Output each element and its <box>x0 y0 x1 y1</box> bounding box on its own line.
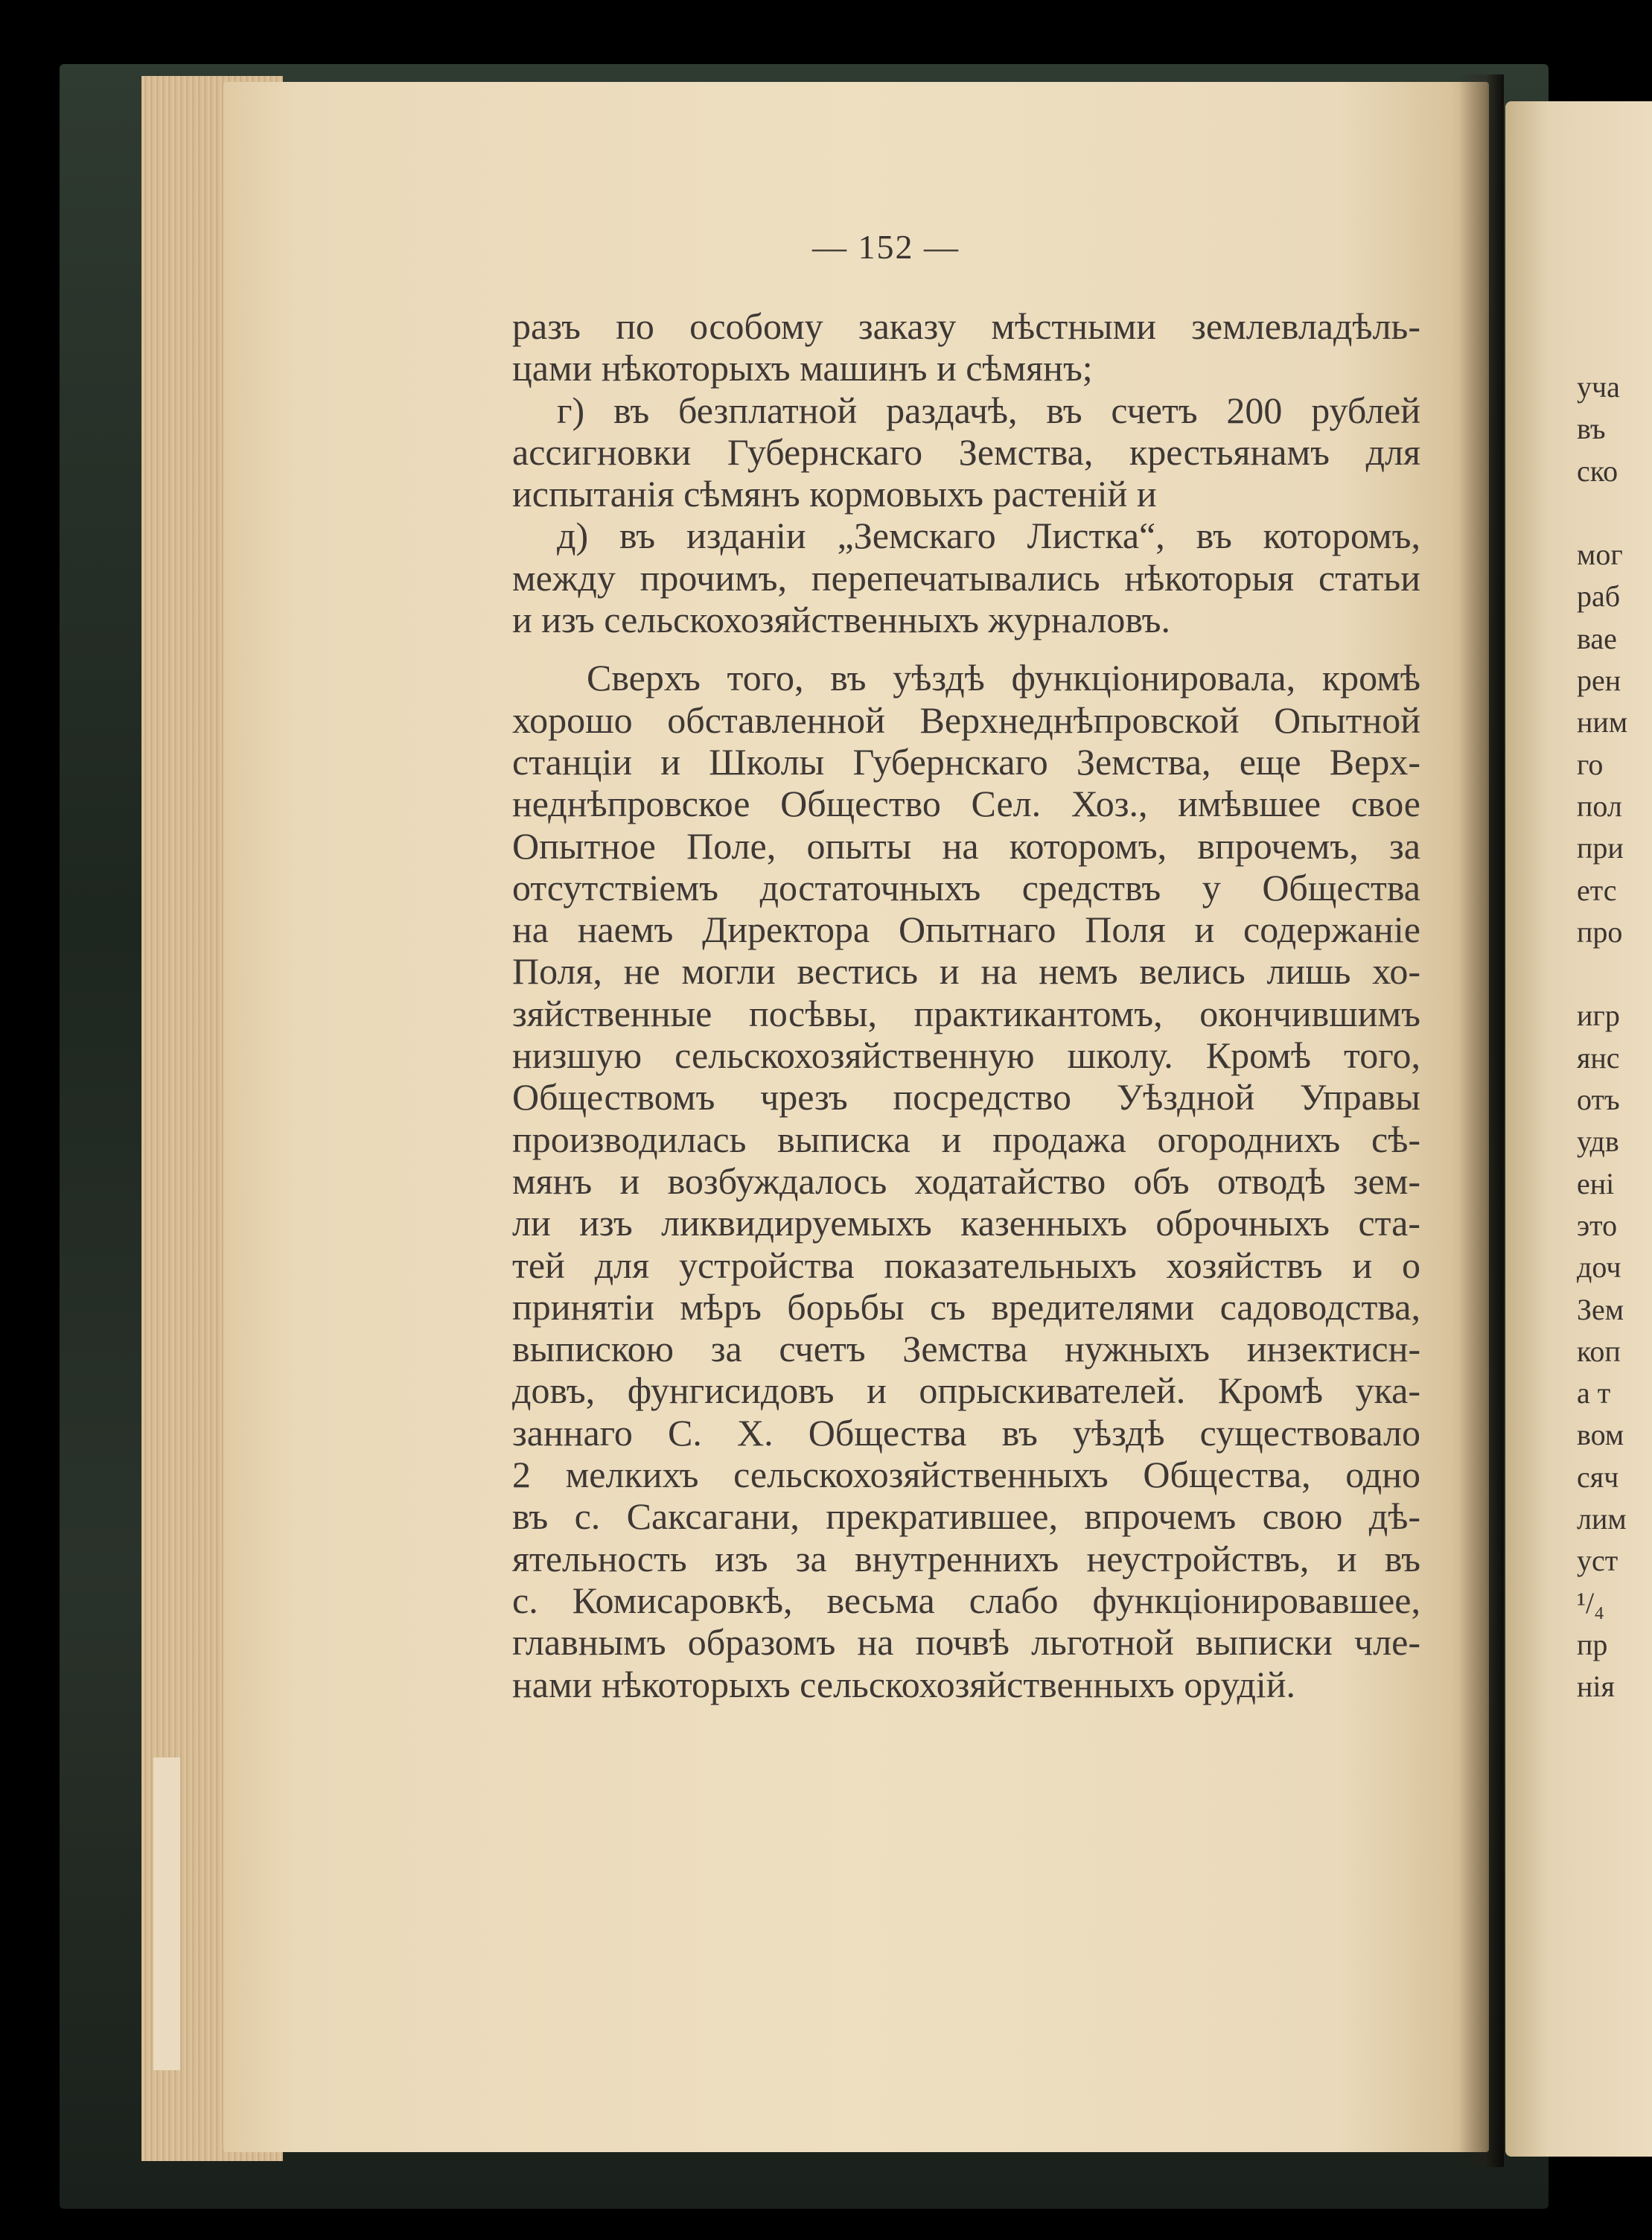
text-line: ассигновки Губернскаго Земства, крестьянамъ для <box>512 430 1420 473</box>
text-line: между прочимъ, перепечатывались нѣкоторыя статьи <box>512 556 1420 599</box>
text-line: зяйственные посѣвы, практикантомъ, окончившимъ <box>512 992 1420 1034</box>
text-line: 2 мелкихъ сельскохозяйственныхъ Общества, одно <box>512 1454 1420 1496</box>
text-line: Опытное Поле, опыты на которомъ, впрочемъ, за <box>512 824 1420 867</box>
right-text-fragment: уст <box>1577 1544 1618 1578</box>
text-line: нами нѣкоторыхъ сельскохозяйственныхъ орудій. <box>512 1663 1296 1705</box>
paragraph-gap <box>512 640 1420 657</box>
right-text-fragment: сяч <box>1577 1460 1619 1494</box>
right-text-fragment: ним <box>1577 705 1628 739</box>
text-line: разъ по особому заказу мѣстными землевладѣль- <box>512 305 1420 347</box>
text-line: Обществомъ чрезъ посредство Уѣздной Управы <box>512 1076 1420 1119</box>
text-line: испытанія сѣмянъ кормовыхъ растеній и <box>512 473 1157 515</box>
text-line: довъ, фунгисидовъ и опрыскивателей. Кромѣ ука- <box>512 1369 1420 1412</box>
text-line: Сверхъ того, въ уѣздѣ функціонировала, кромѣ <box>587 657 1420 699</box>
text-line: выпискою за счетъ Земства нужныхъ инзектисн- <box>512 1328 1420 1370</box>
right-text-fragment: етс <box>1577 873 1617 907</box>
right-text-fragment: отъ <box>1577 1083 1620 1117</box>
text-line: хорошо обставленной Верхнеднѣпровской Опытной <box>512 699 1420 741</box>
right-text-fragment: лим <box>1577 1502 1627 1536</box>
text-line: цами нѣкоторыхъ машинъ и сѣмянъ; <box>512 347 1093 389</box>
right-text-fragment: го <box>1577 747 1604 781</box>
page-edge-strip <box>153 1757 180 2070</box>
text-line: принятіи мѣръ борьбы съ вредителями садоводства, <box>512 1285 1420 1328</box>
right-text-fragment: а т <box>1577 1376 1611 1410</box>
right-text-fragment: доч <box>1577 1250 1621 1285</box>
right-text-fragment: про <box>1577 914 1623 949</box>
text-line: с. Комисаровкѣ, весьма слабо функціонировавшее, <box>512 1579 1420 1621</box>
text-line: ли изъ ликвидируемыхъ казенныхъ оброчныхъ ста- <box>512 1202 1420 1244</box>
right-page-text <box>1577 366 1627 1708</box>
right-text-fragment: Зем <box>1577 1292 1624 1326</box>
gutter-shadow <box>1459 74 1504 2167</box>
text-line: станціи и Школы Губернскаго Земства, еще Верх- <box>512 740 1420 783</box>
right-text-fragment: раб <box>1577 579 1621 614</box>
page-number: — 152 — <box>812 228 960 266</box>
right-text-fragment: пр <box>1577 1627 1608 1661</box>
text-line: главнымъ образомъ на почвѣ льготной выписки чле- <box>512 1621 1420 1664</box>
right-text-fragment: игр <box>1577 999 1620 1033</box>
text-line: неднѣпровское Общество Сел. Хоз., имѣвшее свое <box>512 783 1420 825</box>
right-text-fragment: при <box>1577 831 1624 865</box>
right-text-fragment <box>1577 953 1627 995</box>
text-line: въ с. Саксагани, прекратившее, впрочемъ свою дѣ- <box>512 1495 1420 1538</box>
right-text-fragment: вом <box>1577 1418 1624 1452</box>
right-text-fragment: нія <box>1577 1670 1615 1704</box>
text-line: низшую сельскохозяйственную школу. Кромѣ того, <box>512 1034 1420 1077</box>
text-line: производилась выписка и продажа огороднихъ сѣ- <box>512 1118 1420 1160</box>
text-line: и изъ сельскохозяйственныхъ журналовъ. <box>512 599 1171 641</box>
text-line: отсутствіемъ достаточныхъ средствъ у Общества <box>512 866 1420 909</box>
right-text-fragment <box>1577 492 1627 534</box>
text-line: мянъ и возбуждалось ходатайство объ отводѣ зем- <box>512 1159 1420 1202</box>
right-text-fragment: вае <box>1577 621 1617 655</box>
body-text <box>512 305 1420 1705</box>
right-text-fragment: янс <box>1577 1040 1620 1075</box>
right-text-fragment: рен <box>1577 664 1621 698</box>
right-text-fragment: ¹/₄ <box>1577 1585 1605 1620</box>
text-line: заннаго С. Х. Общества въ уѣздѣ существовало <box>512 1411 1420 1454</box>
right-text-fragment: мог <box>1577 538 1623 572</box>
right-text-fragment: уча <box>1577 370 1620 404</box>
right-text-fragment: ско <box>1577 454 1618 488</box>
right-text-fragment: удв <box>1577 1124 1619 1159</box>
text-line: на наемъ Директора Опытнаго Поля и содержаніе <box>512 909 1420 951</box>
text-line: ятельность изъ за внутреннихъ неустройствъ, и въ <box>512 1537 1420 1579</box>
text-line: г) въ безплатной раздачѣ, въ счетъ 200 рублей <box>557 389 1420 431</box>
right-text-fragment: коп <box>1577 1334 1621 1368</box>
text-line: д) въ изданіи „Земскаго Листка“, въ которомъ, <box>557 515 1420 557</box>
right-text-fragment: пол <box>1577 789 1622 823</box>
right-text-fragment: ені <box>1577 1166 1615 1200</box>
text-line: Поля, не могли вестись и на немъ велись лишь хо- <box>512 950 1420 993</box>
text-line: тей для устройства показательныхъ хозяйствъ и о <box>512 1244 1420 1286</box>
right-text-fragment: въ <box>1577 412 1606 446</box>
right-text-fragment: это <box>1577 1208 1618 1242</box>
